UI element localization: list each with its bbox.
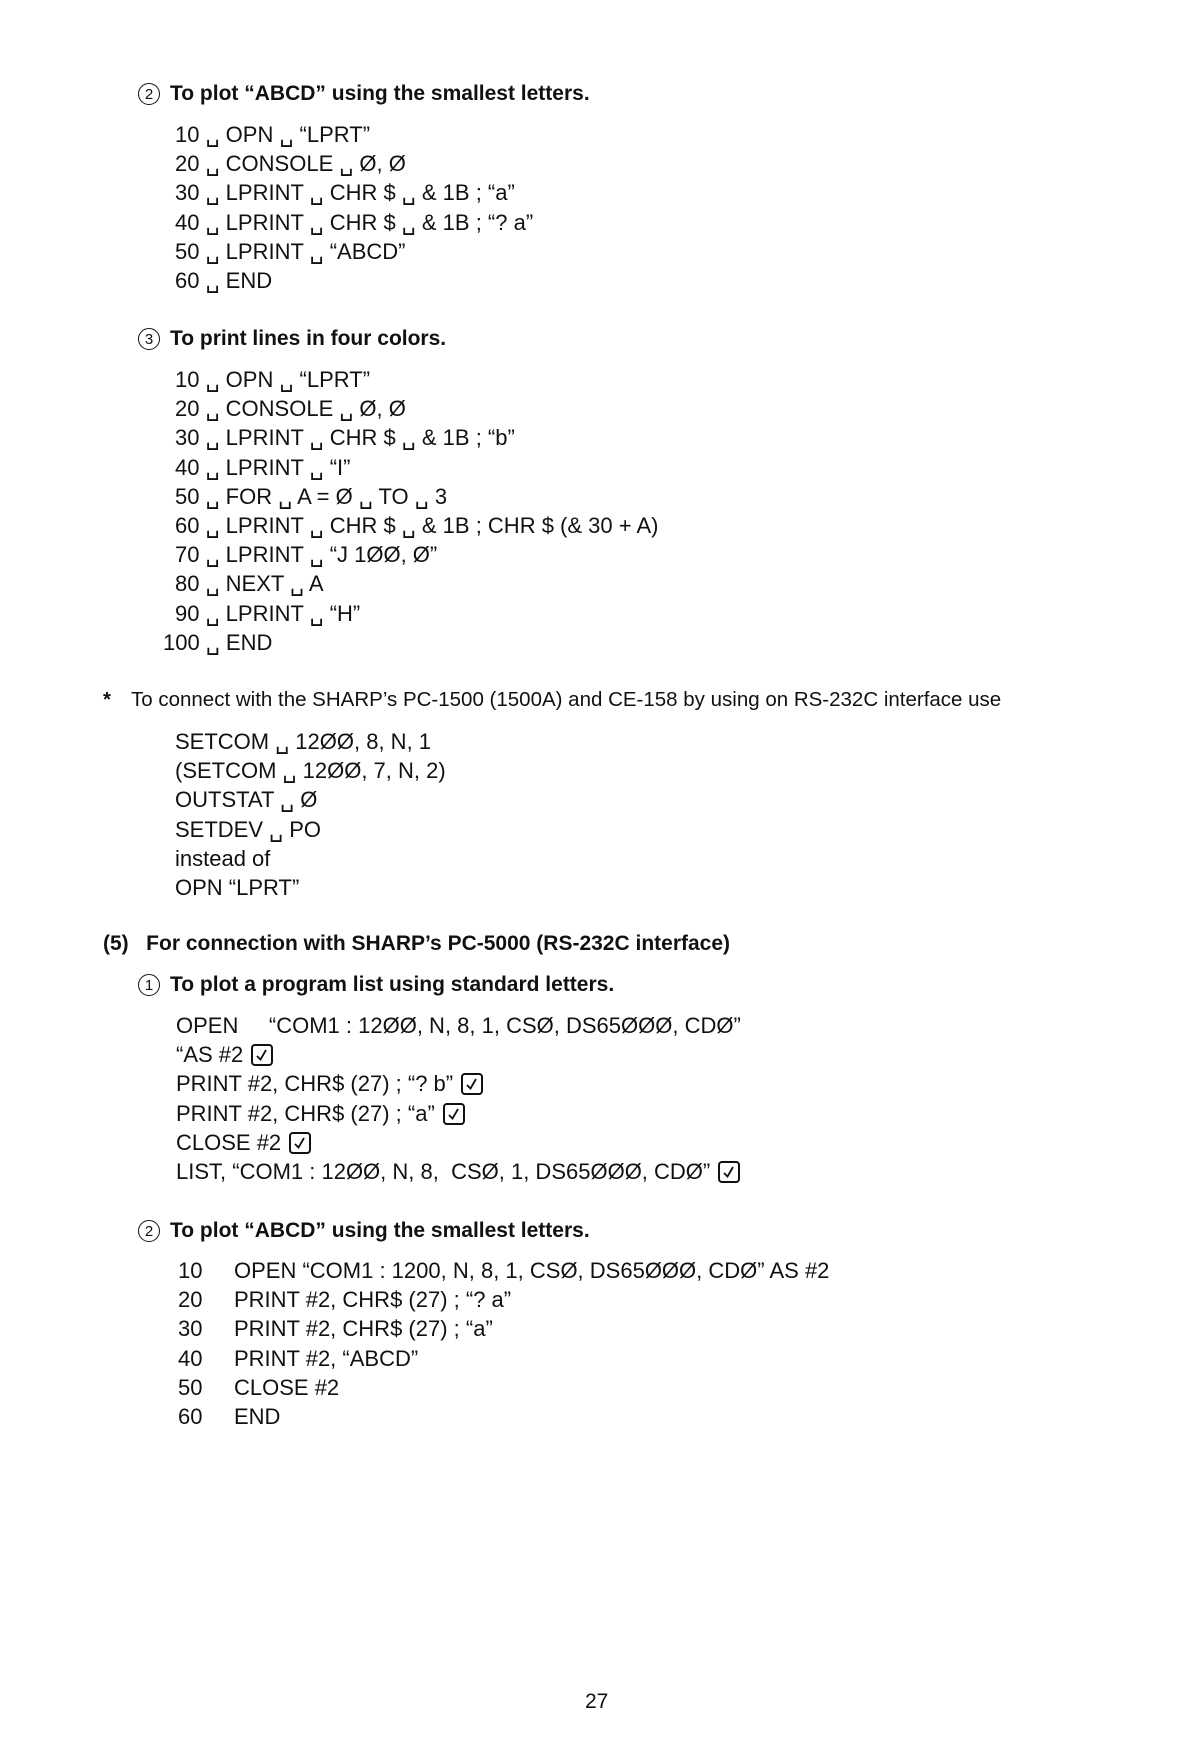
note-text: To connect with the SHARP’s PC-1500 (1500A) and CE-158 by using on RS-232C interface use — [131, 688, 1002, 711]
section-5-2-title: To plot “ABCD” using the smallest letters. — [170, 1219, 590, 1242]
code-text: PRINT #2, CHR$ (27) ; “? a” — [234, 1287, 512, 1313]
code-line: 60 ␣ END — [175, 267, 273, 293]
code-line: OPN “LPRT” — [175, 874, 300, 900]
code-text: OPEN “COM1 : 1200, N, 8, 1, CSØ, DS65ØØØ, CDØ” AS #2 — [234, 1258, 830, 1283]
code-line — [178, 1256, 829, 1285]
line-number: 20 — [178, 1287, 203, 1313]
enter-key-icon — [289, 1132, 311, 1154]
note-code — [175, 727, 446, 902]
code-line: 80 ␣ NEXT ␣ A — [175, 571, 324, 597]
code-line: 10 ␣ OPN ␣ “LPRT” — [175, 122, 371, 147]
code-line: 30 ␣ LPRINT ␣ CHR $ ␣ & 1B ; “b” — [175, 425, 515, 451]
circled-number-1: 1 — [138, 974, 160, 996]
code-text: LIST, “COM1 : 12ØØ, N, 8, CSØ, 1, DS65ØØØ, CDØ” — [176, 1158, 711, 1184]
enter-key-icon — [461, 1073, 483, 1095]
asterisk-bullet: * — [103, 688, 111, 711]
code-line: SETCOM ␣ 12ØØ, 8, N, 1 — [175, 729, 432, 754]
code-line: 90 ␣ LPRINT ␣ “H” — [175, 600, 361, 626]
code-line — [176, 1099, 741, 1128]
code-line: 20 ␣ CONSOLE ␣ Ø, Ø — [175, 151, 406, 177]
code-line: instead of — [175, 845, 271, 871]
enter-key-icon — [718, 1161, 740, 1183]
code-line — [178, 1314, 829, 1343]
circled-number-3: 3 — [138, 328, 160, 350]
section-5-1-heading — [138, 973, 614, 997]
code-line: 20 ␣ CONSOLE ␣ Ø, Ø — [175, 396, 406, 422]
enter-key-icon — [443, 1103, 465, 1125]
code-line: (SETCOM ␣ 12ØØ, 7, N, 2) — [175, 758, 446, 784]
code-line — [178, 1344, 829, 1373]
code-text: PRINT #2, “ABCD” — [234, 1345, 419, 1371]
code-line — [176, 1157, 741, 1186]
code-text: END — [234, 1403, 281, 1429]
line-number: 10 — [178, 1258, 203, 1283]
line-number: 30 — [178, 1316, 203, 1342]
code-text: PRINT #2, CHR$ (27) ; “? b” — [176, 1071, 454, 1097]
circled-number-2: 2 — [138, 1220, 160, 1242]
code-line: 60 ␣ LPRINT ␣ CHR $ ␣ & 1B ; CHR $ (& 30 + A) — [175, 512, 659, 538]
code-line: 50 ␣ FOR ␣ A = Ø ␣ TO ␣ 3 — [175, 483, 448, 509]
code-line: 40 ␣ LPRINT ␣ “I” — [175, 454, 351, 480]
section-5-2-heading — [138, 1219, 590, 1243]
code-text: OPEN “COM1 : 12ØØ, N, 8, 1, CSØ, DS65ØØØ, CDØ” — [176, 1013, 741, 1038]
code-line — [178, 1373, 829, 1402]
code-line: 30 ␣ LPRINT ␣ CHR $ ␣ & 1B ; “a” — [175, 180, 515, 206]
code-line: SETDEV ␣ PO — [175, 816, 321, 842]
section-5-title: (5) For connection with SHARP’s PC-5000 (RS-232C interface) — [103, 932, 731, 955]
code-line — [176, 1040, 741, 1069]
note-line — [103, 688, 1001, 712]
code-text: CLOSE #2 — [234, 1374, 340, 1400]
code-text: PRINT #2, CHR$ (27) ; “a” — [176, 1100, 435, 1126]
section-2-code — [175, 120, 533, 295]
code-line — [178, 1285, 829, 1314]
code-line — [176, 1069, 741, 1098]
section-3-code — [163, 365, 659, 657]
code-line — [178, 1402, 829, 1431]
line-number: 50 — [178, 1374, 203, 1400]
code-line: 100 ␣ END — [163, 629, 273, 655]
code-text: CLOSE #2 — [176, 1129, 282, 1155]
section-5-2-code — [178, 1256, 829, 1431]
code-line: 70 ␣ LPRINT ␣ “J 1ØØ, Ø” — [175, 542, 438, 568]
code-line: 50 ␣ LPRINT ␣ “ABCD” — [175, 238, 406, 264]
enter-key-icon — [251, 1044, 273, 1066]
code-line: 10 ␣ OPN ␣ “LPRT” — [175, 367, 371, 392]
section-5-heading — [103, 932, 730, 956]
section-5-1-title: To plot a program list using standard letters. — [170, 973, 615, 996]
circled-number-2: 2 — [138, 83, 160, 105]
code-line: 40 ␣ LPRINT ␣ CHR $ ␣ & 1B ; “? a” — [175, 209, 534, 235]
section-2-title: To plot “ABCD” using the smallest letters. — [170, 82, 590, 105]
section-2-heading — [138, 82, 590, 106]
code-line — [176, 1011, 741, 1040]
section-3-title: To print lines in four colors. — [170, 327, 447, 350]
line-number: 60 — [178, 1403, 203, 1429]
code-text: PRINT #2, CHR$ (27) ; “a” — [234, 1316, 493, 1342]
page-number: 27 — [585, 1690, 609, 1713]
line-number: 40 — [178, 1345, 203, 1371]
code-line — [176, 1128, 741, 1157]
section-3-heading — [138, 327, 446, 351]
section-5-1-code — [176, 1011, 741, 1186]
code-text: “AS #2 — [176, 1042, 244, 1068]
code-line: OUTSTAT ␣ Ø — [175, 787, 318, 813]
